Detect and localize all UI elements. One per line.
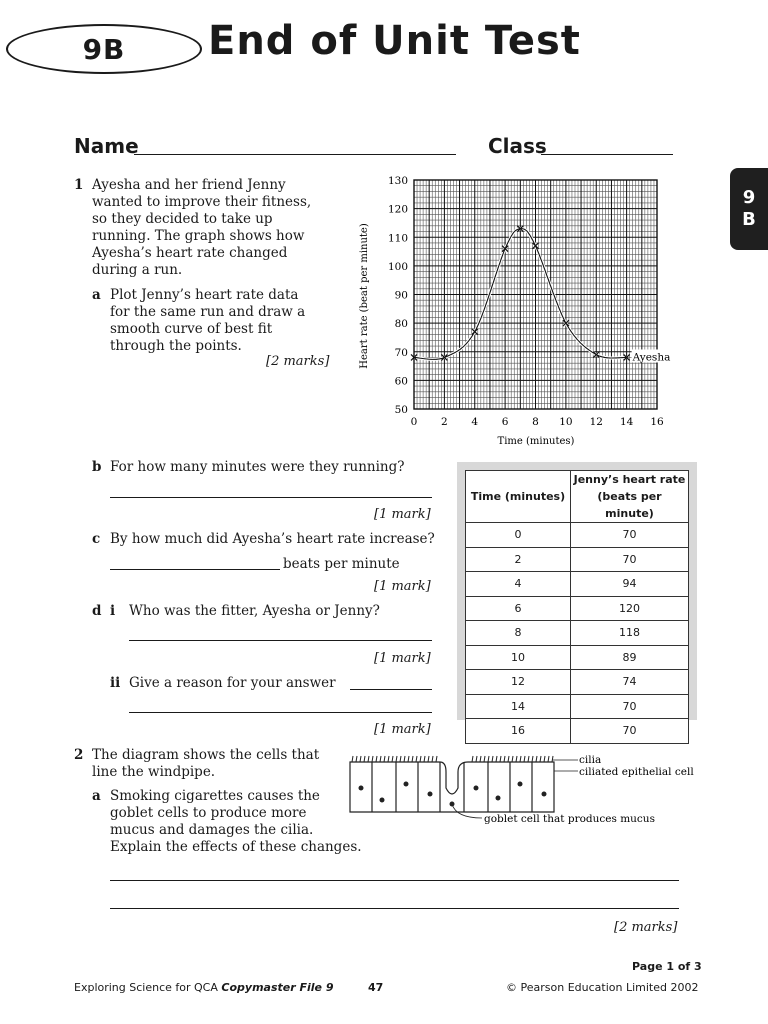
label-cilia: cilia	[579, 754, 602, 766]
q2-text: The diagram shows the cells that line the windpipe.	[92, 747, 320, 780]
table-cell: 94	[571, 572, 689, 597]
footer-page-number: 47	[368, 981, 384, 994]
footer-series-prefix: Exploring Science for QCA	[74, 981, 218, 994]
q1c-marks: [1 mark]	[374, 579, 431, 594]
q2a-answer-line-2[interactable]	[110, 908, 679, 909]
q2a-answer-line-1[interactable]	[110, 880, 679, 881]
q1di-marks: [1 mark]	[374, 651, 431, 666]
table-cell: 16	[466, 719, 571, 744]
table-cell: 70	[571, 547, 689, 572]
q1di-answer-line[interactable]	[129, 640, 432, 641]
q1b-text: For how many minutes were they running?	[110, 459, 405, 475]
q1b-label: b	[92, 459, 102, 475]
table-row	[466, 596, 689, 621]
table-cell: 2	[466, 547, 571, 572]
table-cell: 118	[571, 621, 689, 646]
q1dii-answer-line-1[interactable]	[350, 689, 432, 690]
name-label: Name	[74, 134, 139, 158]
x-tick-label: 12	[589, 416, 603, 428]
q1-text: Ayesha and her friend Jenny wanted to improve their fitness, so they decided to take up running. The graph shows how Ayesha’s heart rate changed during a run.	[92, 177, 312, 278]
table-cell: 8	[466, 621, 571, 646]
unit-label: 9B	[82, 32, 126, 66]
q1dii-answer-line-2[interactable]	[129, 712, 432, 713]
q1di-text: Who was the fitter, Ayesha or Jenny?	[129, 603, 380, 619]
x-tick-label: 4	[471, 416, 479, 428]
x-tick-label: 8	[532, 416, 539, 428]
table-header-time: Time (minutes)	[466, 471, 571, 523]
footer-copyright: © Pearson Education Limited 2002	[506, 981, 699, 994]
y-tick-label: 80	[394, 318, 408, 331]
q1c-suffix: beats per minute	[283, 556, 400, 572]
chart-xlabel: Time (minutes)	[497, 436, 575, 447]
x-tick-label: 16	[650, 416, 664, 428]
chart-ylabel: Heart rate (beat per minute)	[359, 223, 370, 369]
page-title: End of Unit Test	[208, 18, 581, 64]
side-tab-top: 9	[742, 187, 756, 208]
label-goblet-cell: goblet cell that produces mucus	[484, 813, 655, 825]
y-tick-label: 70	[394, 346, 408, 359]
table-row	[466, 645, 689, 670]
unit-badge	[6, 24, 202, 74]
series-label: Ayesha	[632, 351, 671, 364]
table-row	[466, 694, 689, 719]
table-header-heart-rate: Jenny’s heart rate (beats per minute)	[571, 471, 689, 523]
q2a-label: a	[92, 788, 101, 804]
q2-number: 2	[74, 747, 84, 763]
label-leaders	[452, 760, 578, 818]
table-cell: 70	[571, 694, 689, 719]
y-tick-label: 50	[394, 404, 408, 416]
x-tick-label: 0	[410, 416, 418, 428]
y-tick-label: 90	[394, 289, 408, 302]
table-row	[466, 670, 689, 695]
side-tab-bottom: B	[742, 209, 756, 230]
table-row	[466, 572, 689, 597]
name-field-line[interactable]	[134, 154, 456, 155]
q1dii-marks: [1 mark]	[374, 722, 431, 737]
q1b-answer-line[interactable]	[110, 497, 432, 498]
y-tick-label: 60	[394, 375, 408, 388]
table-row	[466, 523, 689, 548]
y-tick-label: 120	[387, 203, 408, 216]
q1-number: 1	[74, 177, 84, 193]
heart-rate-chart	[340, 168, 680, 458]
label-ciliated-cell: ciliated epithelial cell	[579, 766, 694, 778]
table-row	[466, 719, 689, 744]
q1d-label: d	[92, 603, 102, 619]
table-header-row	[466, 471, 689, 523]
x-tick-label: 6	[501, 416, 509, 428]
q1b-marks: [1 mark]	[374, 507, 431, 522]
table-cell: 120	[571, 596, 689, 621]
table-cell: 12	[466, 670, 571, 695]
cilia-strokes	[352, 756, 553, 762]
y-tick-label: 110	[387, 232, 408, 245]
table-cell: 89	[571, 645, 689, 670]
y-tick-label: 130	[387, 175, 408, 187]
q1a-marks: [2 marks]	[266, 354, 330, 369]
table-cell: 0	[466, 523, 571, 548]
q1dii-label: ii	[110, 675, 121, 691]
class-label: Class	[488, 134, 547, 158]
y-tick-label: 100	[387, 260, 408, 273]
table-cell: 6	[466, 596, 571, 621]
table-cell: 4	[466, 572, 571, 597]
q2a-text: Smoking cigarettes causes the goblet cells to produce more mucus and damages the cilia. Explain the effects of these changes.	[110, 788, 362, 855]
q1a-label: a	[92, 287, 101, 303]
q1dii-text: Give a reason for your answer	[129, 675, 336, 691]
footer-series-bold: Copymaster File 9	[221, 981, 334, 994]
side-tab	[730, 168, 768, 250]
table-cell: 70	[571, 523, 689, 548]
footer-series	[74, 981, 333, 994]
q1c-answer-line[interactable]	[110, 569, 280, 570]
q1a-text: Plot Jenny’s heart rate data for the same run and draw a smooth curve of best fit through the points.	[110, 287, 306, 354]
x-tick-label: 2	[441, 416, 448, 428]
q2a-marks: [2 marks]	[614, 920, 678, 935]
class-field-line[interactable]	[541, 154, 673, 155]
x-tick-label: 10	[559, 416, 573, 428]
table-cell: 70	[571, 719, 689, 744]
x-tick-label: 14	[619, 416, 634, 428]
q1di-label: i	[110, 603, 116, 619]
table-cell: 10	[466, 645, 571, 670]
page-indicator: Page 1 of 3	[632, 960, 702, 973]
jenny-heart-rate-table	[465, 470, 689, 744]
q1c-text: By how much did Ayesha’s heart rate increase?	[110, 531, 435, 547]
table-row	[466, 547, 689, 572]
table-cell: 74	[571, 670, 689, 695]
table-cell: 14	[466, 694, 571, 719]
q1c-label: c	[92, 531, 101, 547]
table-row	[466, 621, 689, 646]
windpipe-cells-diagram	[348, 748, 698, 838]
